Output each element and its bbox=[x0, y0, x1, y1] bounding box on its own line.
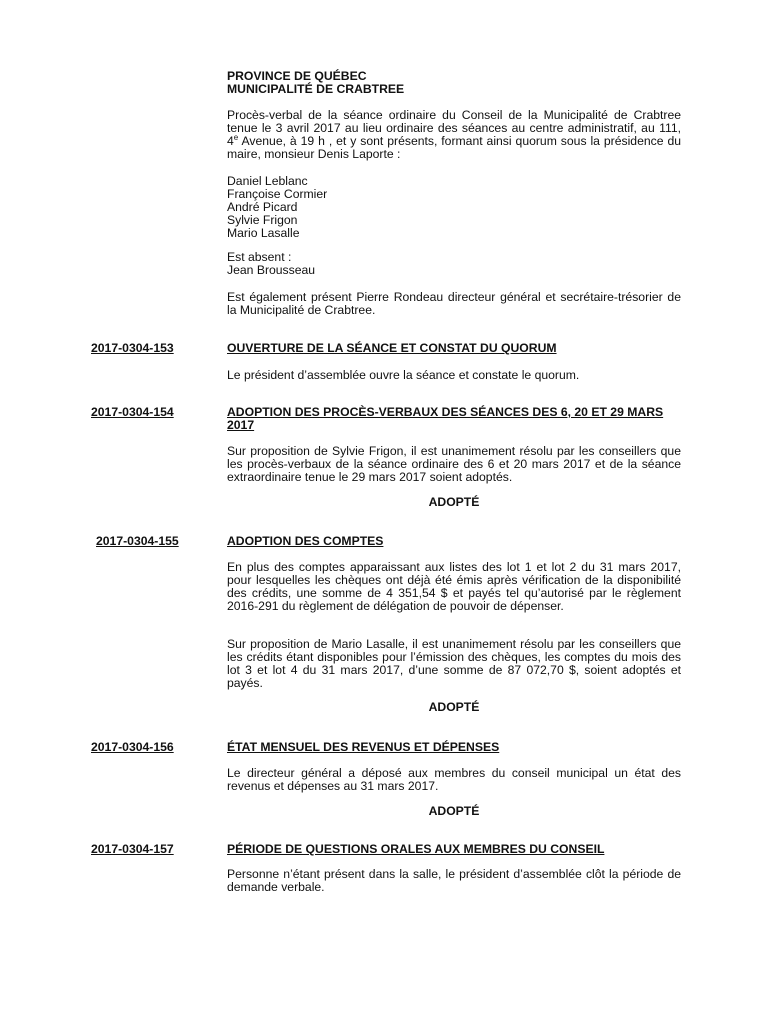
present-member: Mario Lasalle bbox=[227, 226, 300, 240]
intro-text-2: Avenue, à 19 h , et y sont présents, formant ainsi quorum sous la présidence du maire, monsieur Denis Laporte : bbox=[227, 134, 681, 161]
resolution-text: Personne n’étant présent dans la salle, le président d’assemblée clôt la période de demande verbale. bbox=[227, 867, 681, 894]
present-member: Françoise Cormier bbox=[227, 187, 328, 201]
province-heading: PROVINCE DE QUÉBEC bbox=[227, 69, 367, 83]
adopted-label: ADOPTÉ bbox=[428, 495, 480, 509]
present-member: Sylvie Frigon bbox=[227, 213, 298, 227]
resolution-title: ADOPTION DES COMPTES bbox=[227, 534, 384, 548]
adopted-label: ADOPTÉ bbox=[428, 804, 480, 818]
absent-label: Est absent : bbox=[227, 250, 292, 264]
resolution-number: 2017-0304-153 bbox=[91, 341, 174, 355]
resolution-text: Sur proposition de Sylvie Frigon, il est unanimement résolu par les conseillers que les procès-verbaux de la séance ordinaire des 6 et 20 mars 2017 et de la séance extraordinaire tenue le 29 mars 2017 soient adoptés. bbox=[227, 444, 681, 484]
resolution-text: Le directeur général a déposé aux membres du conseil municipal un état des revenus et dépenses au 31 mars 2017. bbox=[227, 766, 681, 793]
resolution-text: Sur proposition de Mario Lasalle, il est unanimement résolu par les conseillers que les crédits étant disponibles pour l’émission des chèques, les comptes du mois des lot 3 et lot 4 du 31 mars 2017, d’une somme de 87 072,70 $, soient adoptés et payés. bbox=[227, 637, 681, 690]
intro-superscript: e bbox=[233, 132, 239, 142]
absent-member: Jean Brousseau bbox=[227, 263, 316, 277]
present-member: Daniel Leblanc bbox=[227, 174, 308, 188]
document-header bbox=[227, 70, 681, 96]
resolution-title: OUVERTURE DE LA SÉANCE ET CONSTAT DU QUORUM bbox=[227, 341, 557, 355]
resolution-title: ADOPTION DES PROCÈS-VERBAUX DES SÉANCES DES 6, 20 ET 29 MARS 2017 bbox=[227, 405, 664, 432]
present-member: André Picard bbox=[227, 200, 298, 214]
resolution-text: Le président d’assemblée ouvre la séance et constate le quorum. bbox=[227, 368, 580, 382]
absent-block bbox=[227, 251, 681, 277]
resolution-title: ÉTAT MENSUEL DES REVENUS ET DÉPENSES bbox=[227, 740, 500, 754]
present-list bbox=[227, 175, 681, 240]
resolution-number: 2017-0304-156 bbox=[91, 740, 174, 754]
intro-text-1: Procès-verbal de la séance ordinaire du Conseil de la Municipalité de Crabtree tenue le 3 avril 2017 au lieu ordinaire des séances au centre administratif, au 111, 4 bbox=[227, 108, 681, 148]
resolution-title: PÉRIODE DE QUESTIONS ORALES AUX MEMBRES DU CONSEIL bbox=[227, 842, 605, 856]
resolution-number: 2017-0304-154 bbox=[91, 405, 174, 419]
also-present-paragraph: Est également présent Pierre Rondeau directeur général et secrétaire-trésorier de la Municipalité de Crabtree. bbox=[227, 290, 681, 317]
adopted-label: ADOPTÉ bbox=[428, 700, 480, 714]
resolution-text: En plus des comptes apparaissant aux listes des lot 1 et lot 2 du 31 mars 2017, pour lesquelles les chèques ont déjà été émis après vérification de la disponibilité des crédits, une somme de 4 351,54 $ et payés tel qu’autorisé par le règlement 2016-291 du règlement de délégation de pouvoir de dépenser. bbox=[227, 560, 681, 613]
intro-paragraph bbox=[227, 109, 681, 161]
resolution-number: 2017-0304-157 bbox=[91, 842, 174, 856]
municipality-heading: MUNICIPALITÉ DE CRABTREE bbox=[227, 82, 405, 96]
resolution-number: 2017-0304-155 bbox=[96, 534, 179, 548]
